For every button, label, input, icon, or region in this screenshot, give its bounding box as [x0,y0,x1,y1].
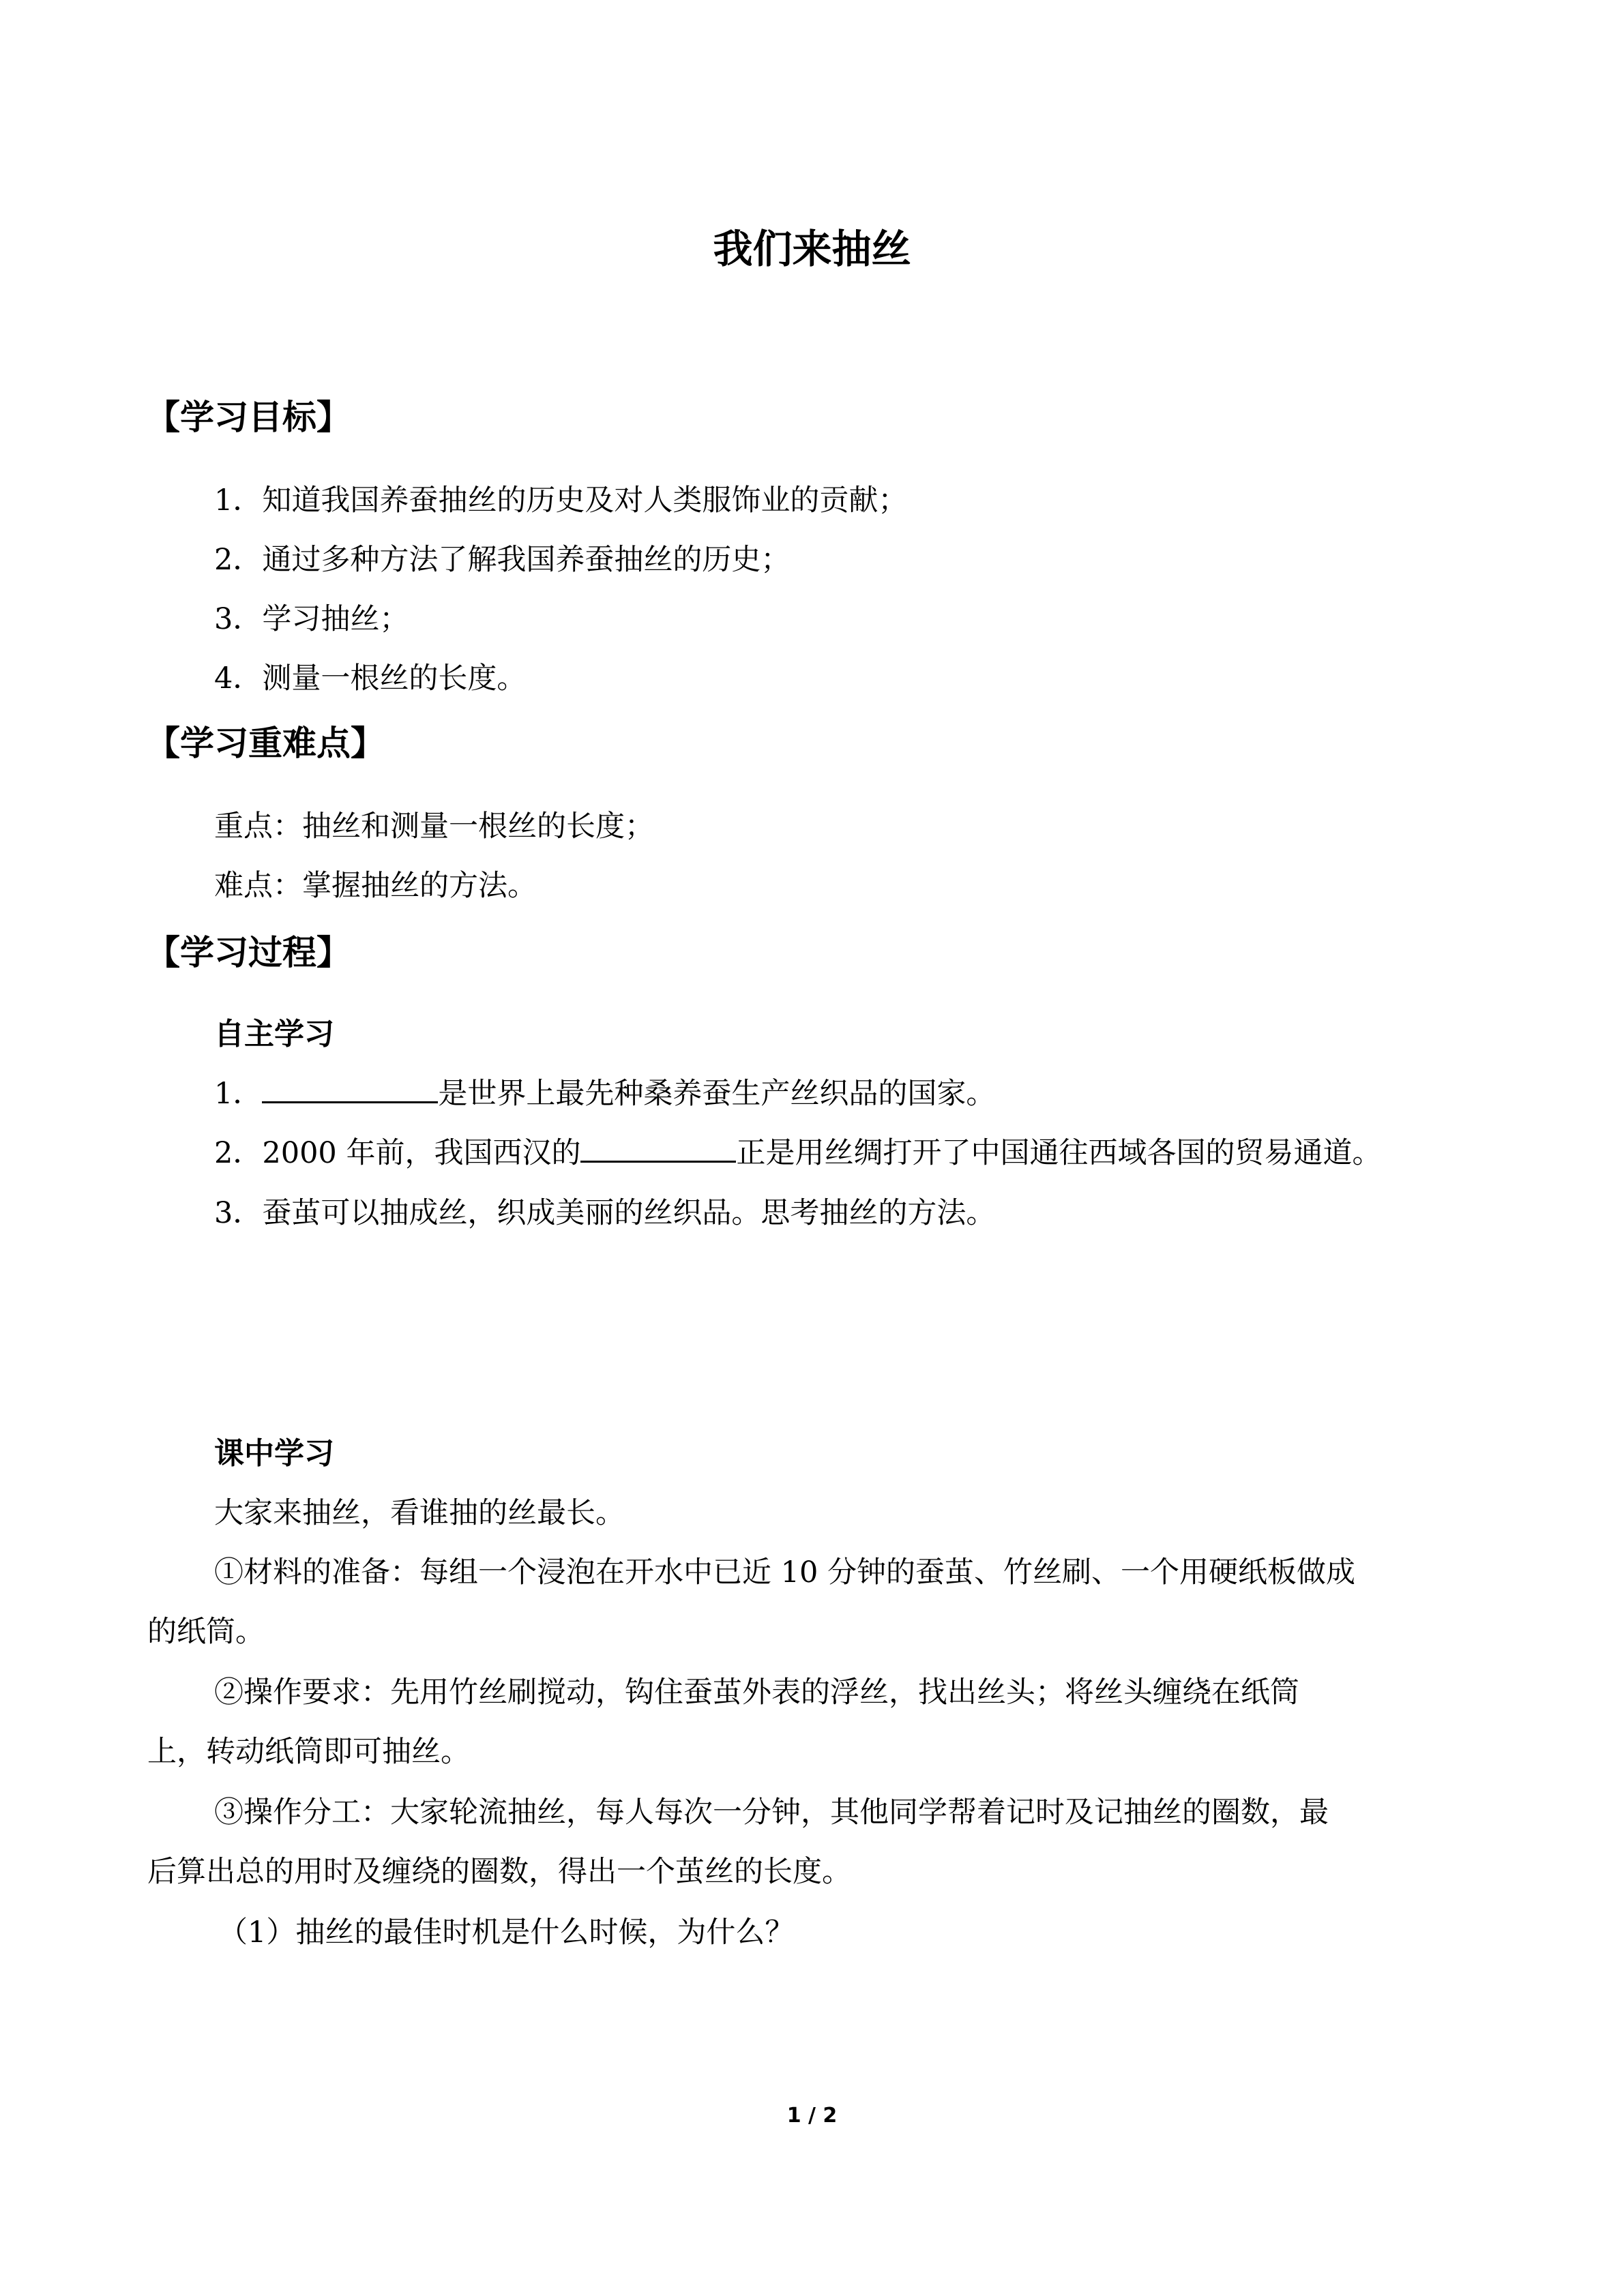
keypoints-heading: 【学习重难点】 [146,724,385,763]
objective-item-1: 1．知道我国养蚕抽丝的历史及对人类服饰业的贡献； [214,483,908,518]
keypoint-key: 重点：抽丝和测量一根丝的长度； [214,809,654,844]
question-1-text: 是世界上最先种桑养蚕生产丝织品的国家。 [438,1077,996,1111]
question-2-prefix: 2．2000 年前，我国西汉的 [214,1136,581,1170]
question-1-number: 1． [214,1077,263,1111]
keypoint-difficult: 难点：掌握抽丝的方法。 [214,869,537,903]
requirements-line-2: 上，转动纸筒即可抽丝。 [147,1735,470,1769]
page-number: 1 / 2 [786,2104,838,2128]
class-study-intro: 大家来抽丝，看谁抽的丝最长。 [214,1496,625,1530]
answer-blank-2[interactable] [580,1131,736,1163]
question-2-text: 正是用丝绸打开了中国通往西域各国的贸易通道。 [736,1136,1382,1170]
objective-item-2: 2．通过多种方法了解我国养蚕抽丝的历史； [214,543,791,577]
class-study-title: 课中学习 [214,1436,334,1471]
self-study-question-3: 3．蚕茧可以抽成丝，织成美丽的丝织品。思考抽丝的方法。 [214,1196,996,1230]
self-study-title: 自主学习 [214,1017,334,1052]
self-study-question-2 [214,1130,1381,1172]
division-line-1: ③操作分工：大家轮流抽丝，每人每次一分钟，其他同学帮着记时及记抽丝的圈数，最 [214,1795,1329,1830]
self-study-question-1 [214,1071,995,1112]
division-line-2: 后算出总的用时及缠绕的圈数，得出一个茧丝的长度。 [147,1855,851,1889]
materials-line-1: ①材料的准备：每组一个浸泡在开水中已近 10 分钟的蚕茧、竹丝刷、一个用硬纸板做成 [214,1555,1356,1590]
process-heading: 【学习过程】 [146,933,351,972]
objectives-heading: 【学习目标】 [146,398,351,437]
answer-blank-1[interactable] [262,1071,438,1103]
requirements-line-1: ②操作要求：先用竹丝刷搅动，钩住蚕茧外表的浮丝，找出丝头；将丝头缠绕在纸筒 [214,1675,1299,1710]
class-question-1: （1）抽丝的最佳时机是什么时候，为什么？ [218,1915,795,1950]
materials-line-2: 的纸筒。 [147,1615,265,1649]
objective-item-4: 4．测量一根丝的长度。 [214,661,527,696]
page-title: 我们来抽丝 [713,226,911,272]
objective-item-3: 3．学习抽丝； [214,602,409,636]
